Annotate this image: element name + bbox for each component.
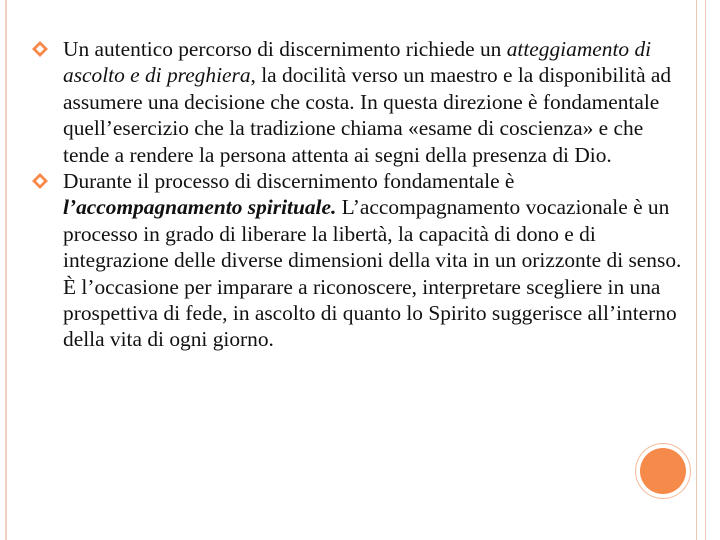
bullet-item-2 bbox=[32, 168, 692, 353]
diamond-bullet-icon bbox=[32, 41, 48, 57]
orange-circle-decoration bbox=[640, 448, 686, 494]
bullet-2-text: Durante il processo di discernimento fondamentale è bbox=[63, 169, 515, 194]
bullet-2-text-cont: L’accompagnamento vocazionale è un processo in grado di liberare la libertà, la capacità di dono e di integrazione delle diverse dimensioni della vita in un orizzonte di senso. È l’occasione per imparare a riconoscere, interpretare scegliere in una prospettiva di fede, in ascolto di quanto lo Spirito suggerisce all’interno della vita di ogni giorno. bbox=[63, 195, 682, 352]
bullet-item-1 bbox=[32, 36, 692, 168]
slide-body bbox=[32, 36, 692, 353]
bullet-2-emphasis: l’accompagnamento spirituale. bbox=[63, 195, 337, 220]
bullet-1-emphasis: atteggiamento di ascolto e di preghiera bbox=[63, 37, 652, 88]
bullet-1-text: Un autentico percorso di discernimento richiede un bbox=[63, 37, 507, 61]
left-frame-line bbox=[5, 0, 7, 540]
diamond-bullet-icon bbox=[32, 173, 48, 189]
bullet-1-text-cont: , la docilità verso un maestro e la disponibilità ad assumere una decisione che costa. In questa direzione è fondamentale quell’esercizio che la tradizione chiama «esame di coscienza» e che tende a rendere la persona attenta ai segni della presenza di Dio. bbox=[63, 63, 672, 167]
right-frame-border bbox=[696, 0, 706, 540]
